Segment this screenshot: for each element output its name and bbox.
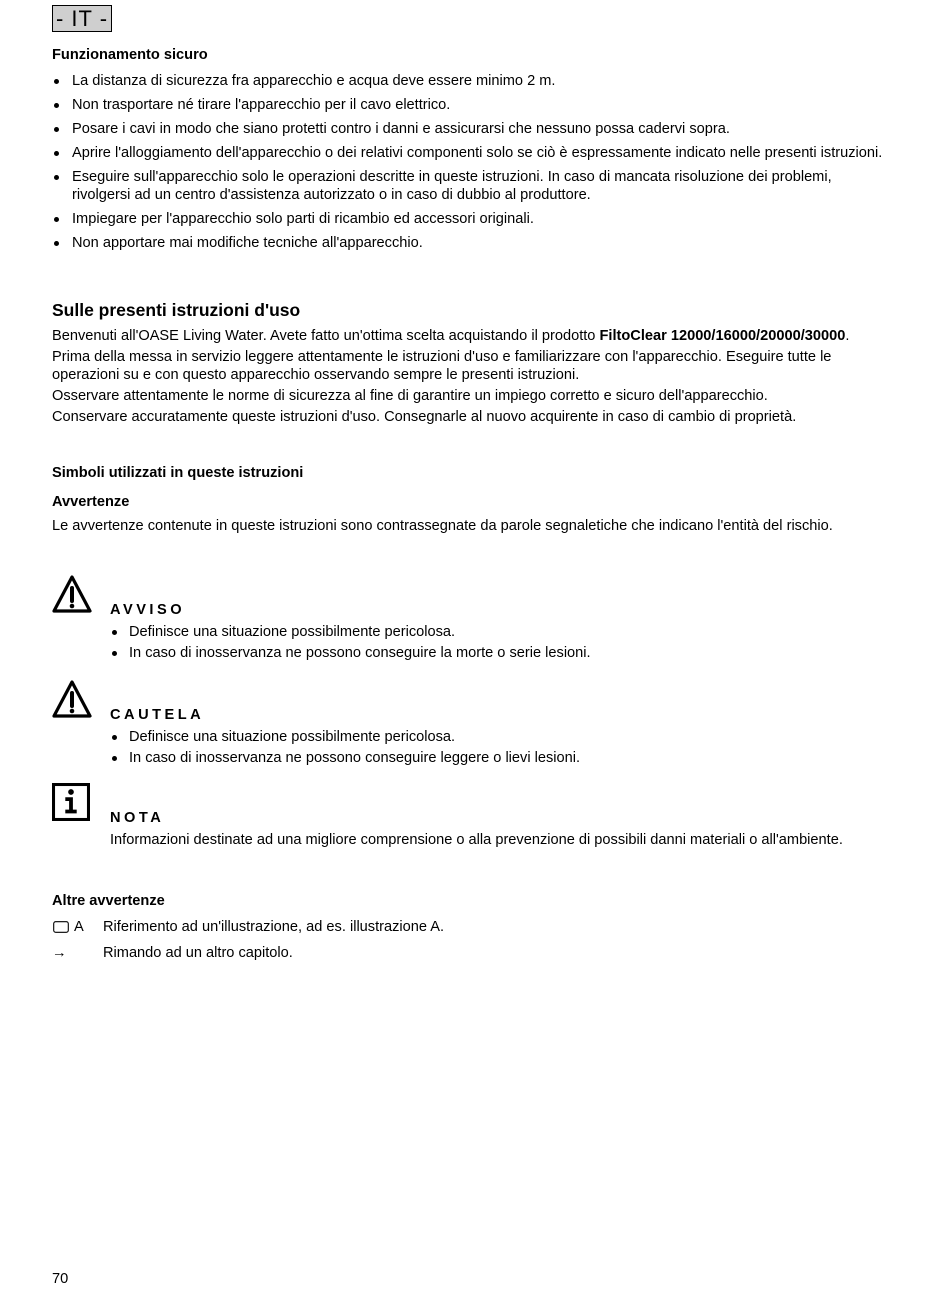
safe-operation-list: [52, 72, 887, 252]
instructions-paragraph: Conservare accuratamente queste istruzioni d'uso. Consegnarle al nuovo acquirente in caso di cambio di proprietà.: [52, 409, 797, 425]
legend-row: [52, 918, 887, 944]
notice-body: [110, 809, 887, 849]
list-item: Eseguire sull'apparecchio solo le operazioni descritte in queste istruzioni. In caso di mancata risoluzione dei problemi, rivolgersi ad un centro d'assistenza autorizzato o in caso di dubbio al produttore.: [52, 168, 887, 204]
warnings-text: Le avvertenze contenute in queste istruzioni sono contrassegnate da parole segnaletiche che indicano l'entità del rischio.: [52, 518, 833, 534]
notice-body: [110, 601, 887, 662]
legend-row: [52, 944, 887, 970]
instructions-heading: Sulle presenti istruzioni d'uso: [52, 300, 301, 320]
warnings-heading: Avvertenze: [52, 494, 130, 510]
notice-list: [110, 728, 887, 767]
legend-text: Rimando ad un altro capitolo.: [103, 945, 293, 961]
instructions-section: [52, 299, 887, 426]
legend-table: [52, 918, 887, 970]
intro-text: Benvenuti all'OASE Living Water. Avete fatto un'ottima scelta acquistando il prodotto: [52, 328, 600, 344]
signal-word: NOTA: [110, 810, 165, 826]
list-item: Non apportare mai modifiche tecniche all'apparecchio.: [52, 234, 887, 252]
warning-triangle-icon: [52, 680, 92, 720]
intro-end: .: [845, 328, 850, 344]
list-item: Impiegare per l'apparecchio solo parti di ricambio ed accessori originali.: [52, 210, 887, 228]
list-item: In caso di inosservanza ne possono conseguire leggere o lievi lesioni.: [110, 749, 887, 767]
list-item: Definisce una situazione possibilmente pericolosa.: [110, 623, 887, 641]
safe-operation-section: [52, 46, 887, 252]
notice-list: [110, 623, 887, 662]
intro-paragraph: [52, 327, 887, 345]
signal-word: CAUTELA: [110, 707, 205, 723]
legend-text: Riferimento ad un'illustrazione, ad es. illustrazione A.: [103, 919, 445, 935]
list-item: La distanza di sicurezza fra apparecchio e acqua deve essere minimo 2 m.: [52, 72, 887, 90]
list-item: In caso di inosservanza ne possono conseguire la morte o serie lesioni.: [110, 644, 887, 662]
product-name: FiltoClear 12000/16000/20000/30000: [599, 328, 846, 344]
notice-body: [110, 706, 887, 767]
symbols-heading: Simboli utilizzati in queste istruzioni: [52, 465, 304, 481]
list-item: Posare i cavi in modo che siano protetti contro i danni e assicurarsi che nessuno possa cadervi sopra.: [52, 120, 887, 138]
warning-triangle-icon: [52, 575, 92, 615]
signal-word: AVVISO: [110, 602, 186, 618]
list-item: Non trasportare né tirare l'apparecchio per il cavo elettrico.: [52, 96, 887, 114]
instructions-paragraph: Osservare attentamente le norme di sicurezza al fine di garantire un impiego corretto e sicuro dell'apparecchio.: [52, 388, 768, 404]
other-warnings-heading: Altre avvertenze: [52, 893, 165, 909]
figure-reference-icon: [53, 921, 69, 933]
notice-text: Informazioni destinate ad una migliore comprensione o alla prevenzione di possibili danni materiali o all'ambiente.: [110, 832, 843, 848]
info-icon: [52, 783, 90, 821]
language-tab: - IT -: [52, 5, 112, 32]
symbols-section: [52, 464, 887, 535]
list-item: Definisce una situazione possibilmente pericolosa.: [110, 728, 887, 746]
legend-symbol-letter: A: [74, 919, 84, 935]
arrow-right-icon: →: [52, 945, 67, 961]
page-number: 70: [52, 1271, 69, 1287]
list-item: Aprire l'alloggiamento dell'apparecchio o dei relativi componenti solo se ciò è espressamente indicato nelle presenti istruzioni.: [52, 144, 887, 162]
safe-operation-heading: Funzionamento sicuro: [52, 47, 208, 63]
instructions-paragraph: Prima della messa in servizio leggere attentamente le istruzioni d'uso e familiarizzare con l'apparecchio. Eseguire tutte le operazioni su e con questo apparecchio osservando sempre le presenti istruzioni.: [52, 349, 832, 383]
other-warnings-section: [52, 892, 887, 970]
